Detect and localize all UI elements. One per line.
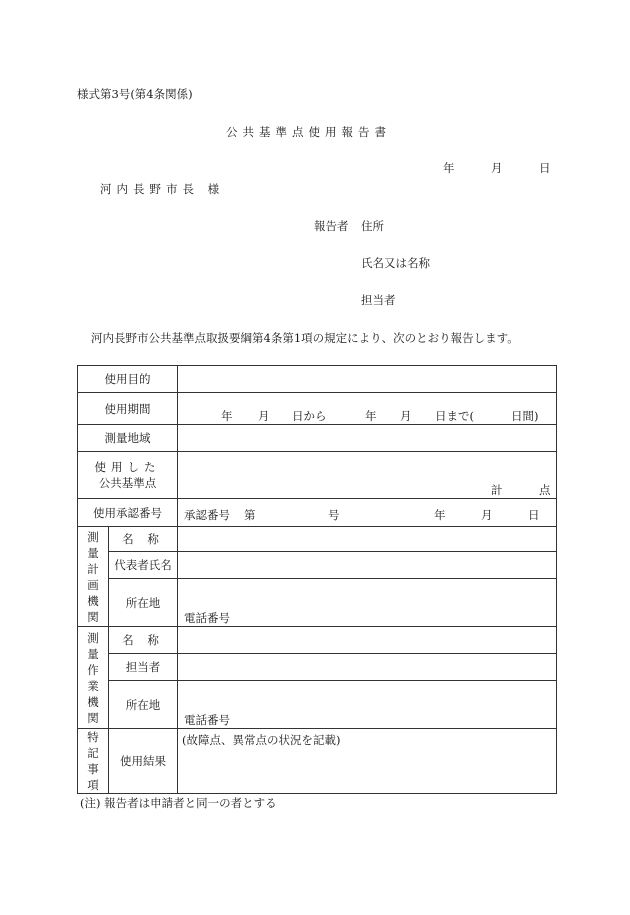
special-result-field[interactable] xyxy=(178,729,557,794)
period-field[interactable] xyxy=(178,393,557,425)
planning-org-group-label xyxy=(78,527,109,627)
row-work-contact xyxy=(78,654,557,681)
approval-field[interactable] xyxy=(178,499,557,527)
approval-label: 使用承認番号 xyxy=(78,499,178,527)
planning-char-5: 関 xyxy=(87,609,99,624)
row-purpose xyxy=(78,366,557,393)
work-location-label: 所在地 xyxy=(109,681,178,729)
points-label-line1: 使用した xyxy=(94,460,161,474)
work-contact-field[interactable] xyxy=(178,654,557,681)
approval-prefix: 承認番号 xyxy=(184,508,230,522)
date-month: 月 xyxy=(491,161,503,175)
planning-location-label: 所在地 xyxy=(109,579,178,627)
period-m2: 月 xyxy=(400,409,412,423)
planning-char-4: 機 xyxy=(87,593,99,608)
row-special xyxy=(78,729,557,794)
special-char-0: 特 xyxy=(87,730,99,744)
points-label-line2: 公共基準点 xyxy=(98,476,157,490)
period-m1: 月 xyxy=(258,409,270,423)
purpose-field[interactable] xyxy=(178,366,557,393)
date-year: 年 xyxy=(443,161,455,175)
points-field[interactable] xyxy=(178,452,557,499)
work-name-field[interactable] xyxy=(178,627,557,654)
date-day: 日 xyxy=(539,161,551,175)
period-d2: 日まで( xyxy=(435,409,474,423)
period-y1: 年 xyxy=(221,409,233,423)
planning-rep-label: 代表者氏名 xyxy=(109,552,178,579)
reporter-name-label: 氏名又は名称 xyxy=(361,256,430,270)
reporter-label: 報告者 xyxy=(314,219,349,233)
area-label: 測量地域 xyxy=(78,425,178,452)
period-y2: 年 xyxy=(365,409,377,423)
approval-year: 年 xyxy=(434,508,446,522)
planning-name-field[interactable] xyxy=(178,527,557,552)
row-points xyxy=(78,452,557,499)
work-char-0: 測 xyxy=(87,630,99,645)
planning-rep-field[interactable] xyxy=(178,552,557,579)
row-area xyxy=(78,425,557,452)
work-char-3: 業 xyxy=(87,678,99,693)
footnote: (注) 報告者は申請者と同一の者とする xyxy=(80,796,277,810)
special-char-3: 項 xyxy=(87,778,99,792)
points-unit-label: 点 xyxy=(539,483,551,497)
approval-month: 月 xyxy=(481,508,493,522)
area-field[interactable] xyxy=(178,425,557,452)
planning-char-2: 計 xyxy=(87,561,99,576)
special-char-2: 事 xyxy=(87,762,99,776)
intro-text: 河内長野市公共基準点取扱要綱第4条第1項の規定により、次のとおり報告します。 xyxy=(91,331,519,345)
planning-phone-label: 電話番号 xyxy=(184,611,230,625)
special-group-label xyxy=(78,729,109,794)
row-approval xyxy=(78,499,557,527)
row-planning-rep xyxy=(78,552,557,579)
period-days: 日間) xyxy=(511,409,539,423)
report-table xyxy=(77,365,557,794)
page-title: 公共基準点使用報告書 xyxy=(226,125,391,139)
work-location-field[interactable] xyxy=(178,681,557,729)
reporter-address-label: 住所 xyxy=(361,219,384,233)
row-period xyxy=(78,393,557,425)
work-name-label: 名 称 xyxy=(109,627,178,654)
points-label xyxy=(78,452,178,499)
work-org-group-label xyxy=(78,627,109,729)
special-result-label: 使用結果 xyxy=(109,729,178,794)
work-contact-label: 担当者 xyxy=(109,654,178,681)
form-id: 様式第3号(第4条関係) xyxy=(77,87,193,101)
planning-name-label: 名 称 xyxy=(109,527,178,552)
work-phone-label: 電話番号 xyxy=(184,713,230,727)
planning-char-0: 測 xyxy=(87,529,99,544)
planning-char-3: 画 xyxy=(87,577,99,592)
row-planning-location xyxy=(78,579,557,627)
purpose-label: 使用目的 xyxy=(78,366,178,393)
work-char-1: 量 xyxy=(87,646,99,661)
row-work-name xyxy=(78,627,557,654)
planning-location-field[interactable] xyxy=(178,579,557,627)
approval-dai: 第 xyxy=(244,508,256,522)
work-char-5: 関 xyxy=(87,710,99,725)
period-d1: 日から xyxy=(292,409,327,423)
reporter-contact-label: 担当者 xyxy=(361,293,396,307)
special-note: (故障点、異常点の状況を記載) xyxy=(182,733,341,747)
special-char-1: 記 xyxy=(87,746,99,760)
period-label: 使用期間 xyxy=(78,393,178,425)
approval-day: 日 xyxy=(528,508,540,522)
addressee: 河内長野市長 様 xyxy=(100,182,225,196)
approval-go: 号 xyxy=(328,508,340,522)
planning-char-1: 量 xyxy=(87,545,99,560)
work-char-2: 作 xyxy=(87,662,99,677)
points-total-label: 計 xyxy=(491,483,503,497)
row-work-location xyxy=(78,681,557,729)
work-char-4: 機 xyxy=(87,694,99,709)
row-planning-name xyxy=(78,527,557,552)
